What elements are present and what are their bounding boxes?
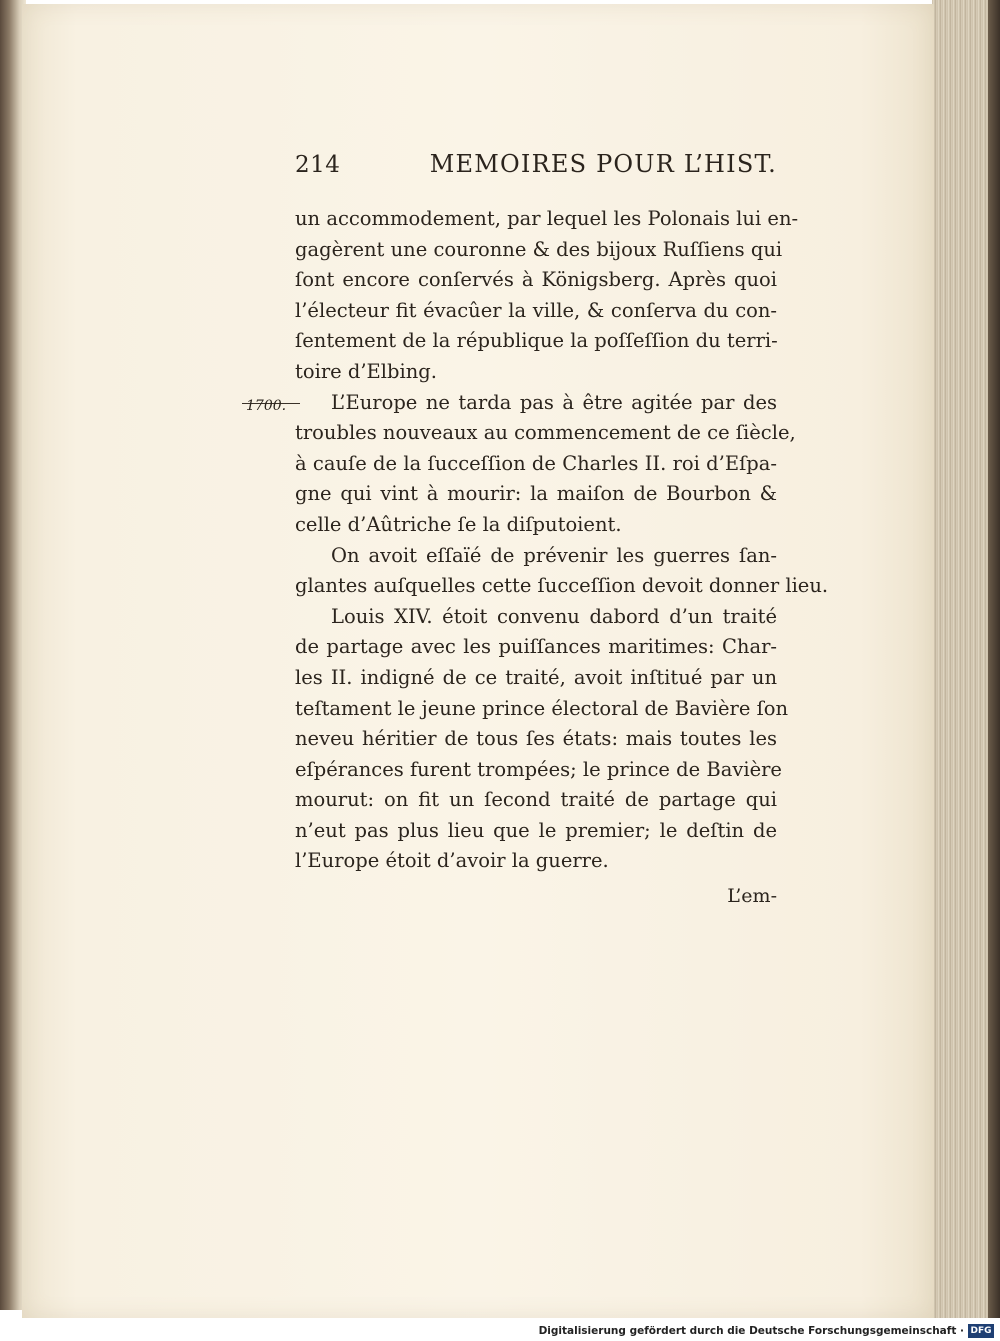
funding-credit: Digitalisierung gefördert durch die Deutsche Forschungsgemeinschaft · [538,1325,964,1337]
text-line: n’eut pas plus lieu que le premier; le deſtin de [295,818,777,842]
text-line: de partage avec les puiſſances maritimes: Char- [295,635,777,659]
text-line: troubles nouveaux au commencement de ce ſiècle, [295,421,796,445]
footer-bar [0,1318,1000,1341]
page-number: 214 [295,152,341,178]
catchword: L’em- [727,885,777,908]
text-line: Louis XIV. étoit convenu dabord d’un traité [331,604,777,628]
text-line: gagèrent une couronne & des bijoux Ruſſiens qui [295,237,783,261]
text-line: toire d’Elbing. [295,359,437,383]
margin-note-year: 1700. [246,398,287,414]
text-line: l’Europe étoit d’avoir la guerre. [295,849,609,873]
text-line: On avoit eſſaïé de prévenir les guerres ſan- [331,543,777,567]
page-edges [932,0,1000,1318]
dfg-logo-icon: DFG [968,1324,994,1338]
text-line: gne qui vint à mourir: la maiſon de Bourbon & [295,482,777,506]
text-line: mourut: on fit un ſecond traité de partage qui [295,788,777,812]
text-line: à cauſe de la ſucceſſion de Charles II. roi d’Eſpa- [295,451,777,475]
running-head-title: MEMOIRES POUR L’HIST. [429,150,777,178]
running-head [295,150,777,190]
text-line: ſont encore conſervés à Königsberg. Après quoi [295,268,777,292]
text-line: glantes auſquelles cette ſucceſſion devoit donner lieu. [295,574,829,598]
text-line: ſentement de la république la poſſeſſion du terri- [295,329,778,353]
text-line: les II. indigné de ce traité, avoit inſtitué par un [295,665,777,689]
page-text-block [295,150,829,908]
text-line: L’Europe ne tarda pas à être agitée par des [331,390,777,414]
text-line: neveu héritier de tous ſes états: mais toutes les [295,727,777,751]
text-line: eſpérances furent trompées; le prince de Bavière [295,757,782,781]
text-line: l’électeur fit évacûer la ville, & conſerva du con- [295,298,777,322]
text-line: un accommodement, par lequel les Polonais lui en- [295,207,799,230]
text-line: teſtament le jeune prince électoral de Bavière ſon [295,696,789,720]
text-line: celle d’Aûtriche ſe la diſputoient. [295,512,622,536]
